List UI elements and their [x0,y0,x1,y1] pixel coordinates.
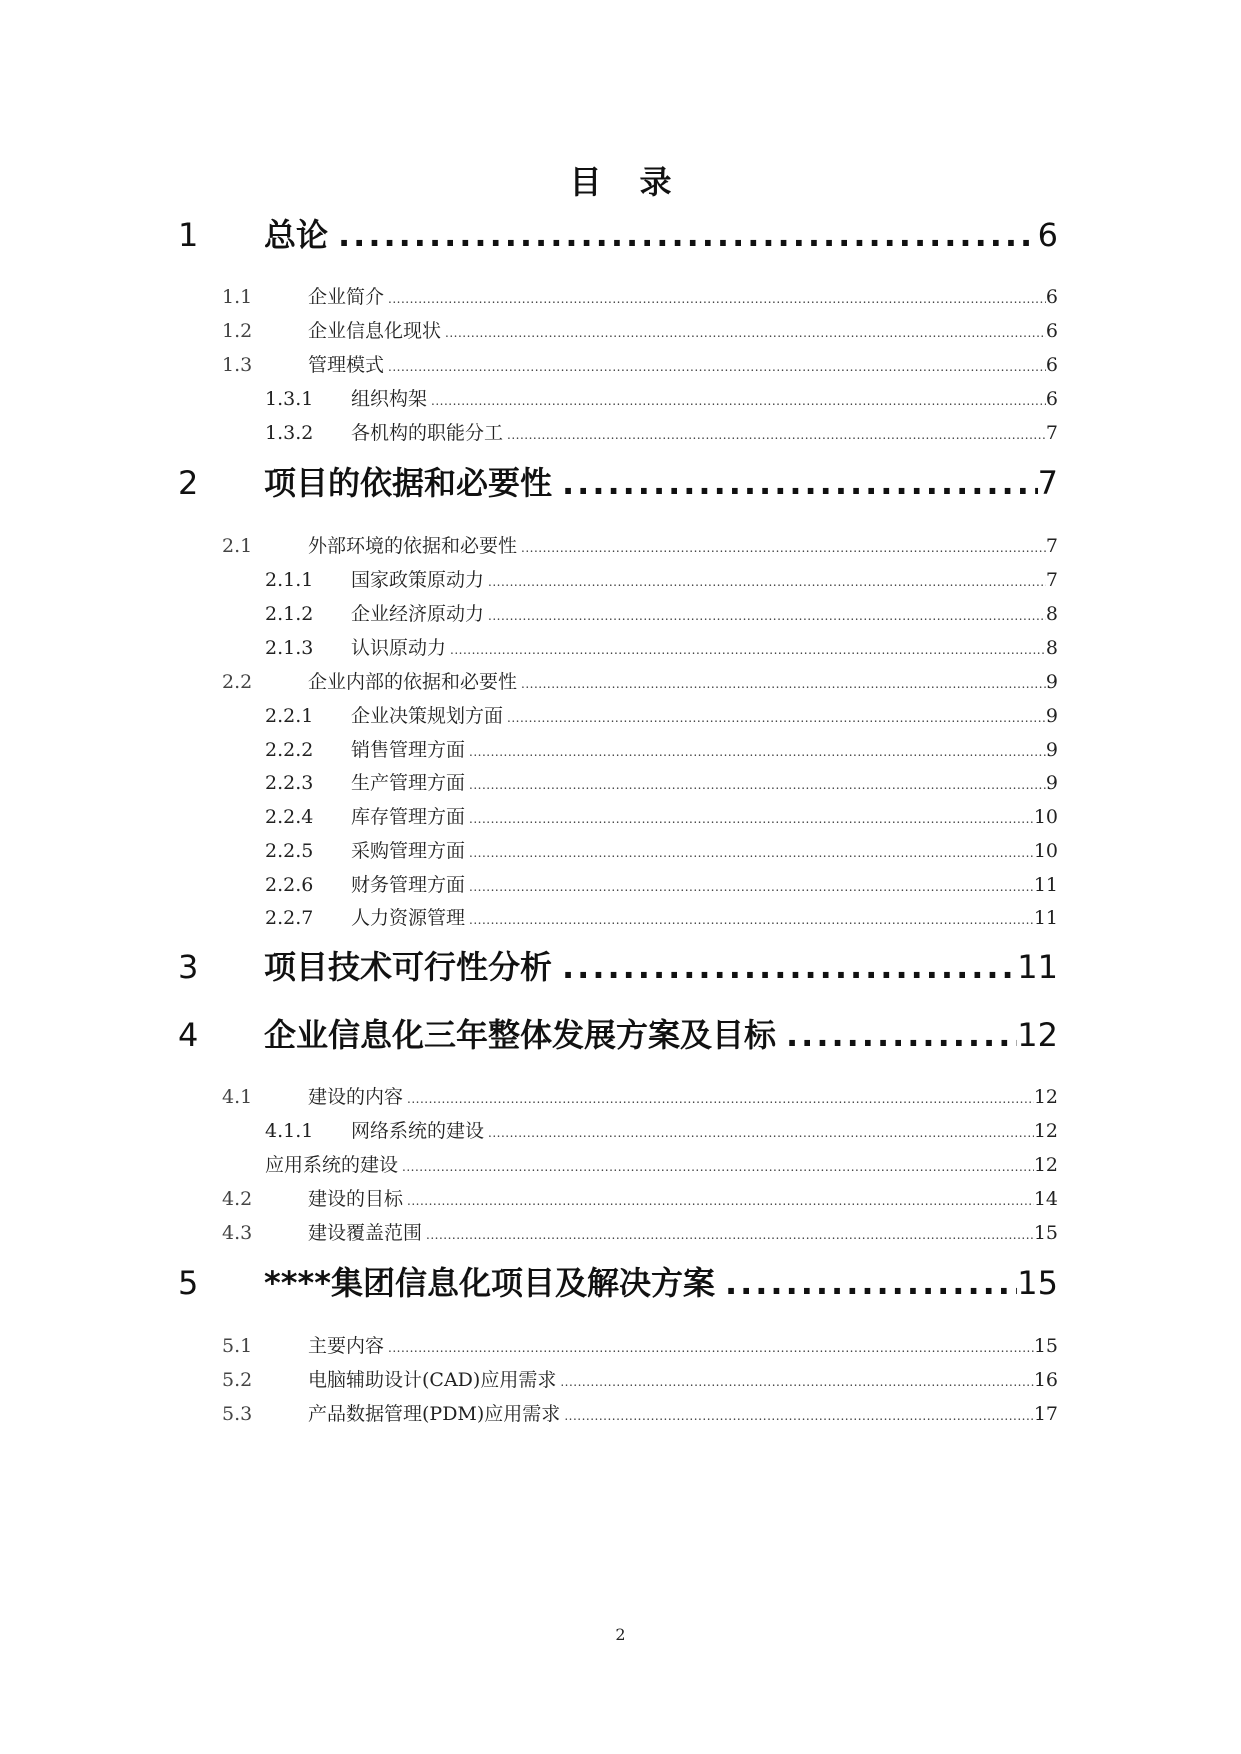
toc-number: 5 [178,1264,199,1302]
toc-page: 11 [1033,874,1058,896]
dot-leader [469,913,1034,927]
dot-leader [488,609,1046,623]
dot-leader [507,711,1046,725]
toc-page: 9 [1045,772,1058,794]
dot-leader [564,1409,1034,1423]
toc-entry-1-3-2[interactable] [265,418,1058,448]
toc-number: 4.1 [222,1086,253,1108]
toc-page: 11 [1033,907,1058,929]
dot-leader [488,1126,1034,1140]
toc-page: 7 [1045,535,1058,557]
toc-page: 12 [1033,1154,1058,1176]
toc-title-char-1: 目 [569,163,602,201]
toc-entry-2-1[interactable] [222,531,1058,561]
dot-leader [521,541,1046,555]
dot-leader [402,1160,1034,1174]
toc-text: 项目技术可行性分析 [264,948,553,986]
toc-number: 2.1 [222,535,253,557]
toc-text: 生产管理方面 [351,772,466,794]
toc-number: 1.3 [222,354,253,376]
toc-title-char-2: 录 [639,163,672,201]
toc-entry-2-2-3[interactable] [265,768,1058,798]
toc-number: 2.2.1 [265,705,314,727]
toc-number: 2.2.6 [265,874,314,896]
toc-page: 7 [1037,464,1058,502]
toc-entry-4-2[interactable] [222,1184,1058,1214]
dot-leader [407,1092,1034,1106]
toc-text: 电脑辅助设计(CAD)应用需求 [308,1369,557,1391]
dot-leader [450,643,1046,657]
toc-number: 4.3 [222,1222,253,1244]
toc-entry-3[interactable] [178,942,1058,990]
dot-leader [334,216,1038,254]
toc-page: 10 [1033,806,1058,828]
dot-leader [431,394,1046,408]
toc-page: 6 [1045,286,1058,308]
toc-entry-4-3[interactable] [222,1218,1058,1248]
toc-number: 4.1.1 [265,1120,314,1142]
toc-entry-2-2-1[interactable] [265,701,1058,731]
toc-entry-2-2-5[interactable] [265,836,1058,866]
toc-number: 2.2 [222,671,253,693]
toc-page: 12 [1033,1086,1058,1108]
dot-leader [469,880,1034,894]
toc-page: 15 [1033,1335,1058,1357]
toc-text: ****集团信息化项目及解决方案 [264,1264,715,1302]
dot-leader [560,1375,1033,1389]
toc-text: 管理模式 [308,354,385,376]
toc-text: 组织构架 [351,388,428,410]
toc-page: 15 [1017,1264,1058,1302]
toc-text: 外部环境的依据和必要性 [308,535,518,557]
toc-number: 2.2.2 [265,739,314,761]
toc-page: 15 [1033,1222,1058,1244]
toc-number: 2.2.7 [265,907,314,929]
toc-entry-5-2[interactable] [222,1365,1058,1395]
toc-page: 14 [1033,1188,1058,1210]
toc-entry-4[interactable] [178,1010,1058,1058]
toc-text: 采购管理方面 [351,840,466,862]
toc-entry-2-2-4[interactable] [265,802,1058,832]
toc-number: 5.2 [222,1369,253,1391]
toc-number: 1.3.1 [265,388,314,410]
toc-text: 国家政策原动力 [351,569,485,591]
toc-entry-1-3[interactable] [222,350,1058,380]
toc-page: 6 [1037,216,1058,254]
toc-text: 各机构的职能分工 [351,422,504,444]
toc-text: 人力资源管理 [351,907,466,929]
toc-text: 应用系统的建设 [265,1154,399,1176]
toc-text: 项目的依据和必要性 [264,464,553,502]
toc-number: 2.2.4 [265,806,314,828]
toc-number: 4.2 [222,1188,253,1210]
dot-leader [426,1228,1034,1242]
dot-leader [388,292,1046,306]
toc-page: 6 [1045,320,1058,342]
toc-page: 12 [1033,1120,1058,1142]
toc-number: 4 [178,1016,199,1054]
dot-leader [469,778,1046,792]
toc-number: 2.2.5 [265,840,314,862]
toc-page: 9 [1045,705,1058,727]
toc-entry-2-2-6[interactable] [265,870,1058,900]
toc-text: 企业经济原动力 [351,603,485,625]
toc-entry-1-3-1[interactable] [265,384,1058,414]
toc-page: 7 [1045,422,1058,444]
dot-leader [469,846,1034,860]
toc-text: 建设覆盖范围 [308,1222,423,1244]
toc-page: 8 [1045,637,1058,659]
dot-leader [445,326,1046,340]
dot-leader [407,1194,1034,1208]
toc-text: 企业简介 [308,286,385,308]
toc-page: 12 [1017,1016,1058,1054]
dot-leader [521,677,1046,691]
toc-entry-2[interactable] [178,458,1058,506]
toc-page: 9 [1045,739,1058,761]
toc-entry-2-1-1[interactable] [265,565,1058,595]
toc-text: 建设的目标 [308,1188,404,1210]
dot-leader [469,812,1034,826]
toc-text: 建设的内容 [308,1086,404,1108]
toc-page: 17 [1033,1403,1058,1425]
toc-entry-1-2[interactable] [222,316,1058,346]
toc-entry-4-1-1[interactable] [265,1116,1058,1146]
toc-entry-4-1[interactable] [222,1082,1058,1112]
toc-number: 2.1.3 [265,637,314,659]
toc-number: 2 [178,464,199,502]
toc-number: 1 [178,216,199,254]
toc-number: 2.2.3 [265,772,314,794]
toc-page: 10 [1033,840,1058,862]
toc-text: 主要内容 [308,1335,385,1357]
dot-leader [469,745,1046,759]
dot-leader [388,1341,1034,1355]
toc-page: 11 [1017,948,1058,986]
toc-number: 2.1.2 [265,603,314,625]
toc-number: 1.2 [222,320,253,342]
toc-text: 总论 [264,216,329,254]
toc-number: 1.3.2 [265,422,314,444]
toc-entry-application-system[interactable] [265,1150,1058,1180]
toc-text: 企业内部的依据和必要性 [308,671,518,693]
toc-number: 1.1 [222,286,253,308]
toc-page: 9 [1045,671,1058,693]
toc-entry-5-3[interactable] [222,1399,1058,1429]
toc-page: 8 [1045,603,1058,625]
toc-page: 7 [1045,569,1058,591]
toc-number: 5.1 [222,1335,253,1357]
toc-text: 企业决策规划方面 [351,705,504,727]
toc-text: 企业信息化三年整体发展方案及目标 [264,1016,777,1054]
toc-text: 网络系统的建设 [351,1120,485,1142]
toc-entry-2-2-2[interactable] [265,735,1058,765]
dot-leader [488,575,1046,589]
dot-leader [507,428,1046,442]
dot-leader [388,360,1046,374]
toc-text: 销售管理方面 [351,739,466,761]
toc-entry-2-1-3[interactable] [265,633,1058,663]
toc-page: 6 [1045,388,1058,410]
toc-text: 财务管理方面 [351,874,466,896]
toc-page: 16 [1033,1369,1058,1391]
toc-entry-2-1-2[interactable] [265,599,1058,629]
dot-leader [721,1264,1017,1302]
dot-leader [782,1016,1017,1054]
toc-page: 6 [1045,354,1058,376]
toc-entry-2-2-7[interactable] [265,903,1058,933]
dot-leader [558,948,1017,986]
toc-number: 5.3 [222,1403,253,1425]
toc-title [0,160,1241,204]
toc-number: 2.1.1 [265,569,314,591]
toc-text: 库存管理方面 [351,806,466,828]
toc-text: 产品数据管理(PDM)应用需求 [308,1403,561,1425]
toc-entry-2-2[interactable] [222,667,1058,697]
toc-number: 3 [178,948,199,986]
toc-text: 认识原动力 [351,637,447,659]
toc-text: 企业信息化现状 [308,320,442,342]
toc-entry-5-1[interactable] [222,1331,1058,1361]
dot-leader [558,464,1038,502]
toc-entry-1[interactable] [178,210,1058,258]
toc-entry-5[interactable] [178,1258,1058,1306]
page-number: 2 [615,1625,626,1644]
toc-entry-1-1[interactable] [222,282,1058,312]
